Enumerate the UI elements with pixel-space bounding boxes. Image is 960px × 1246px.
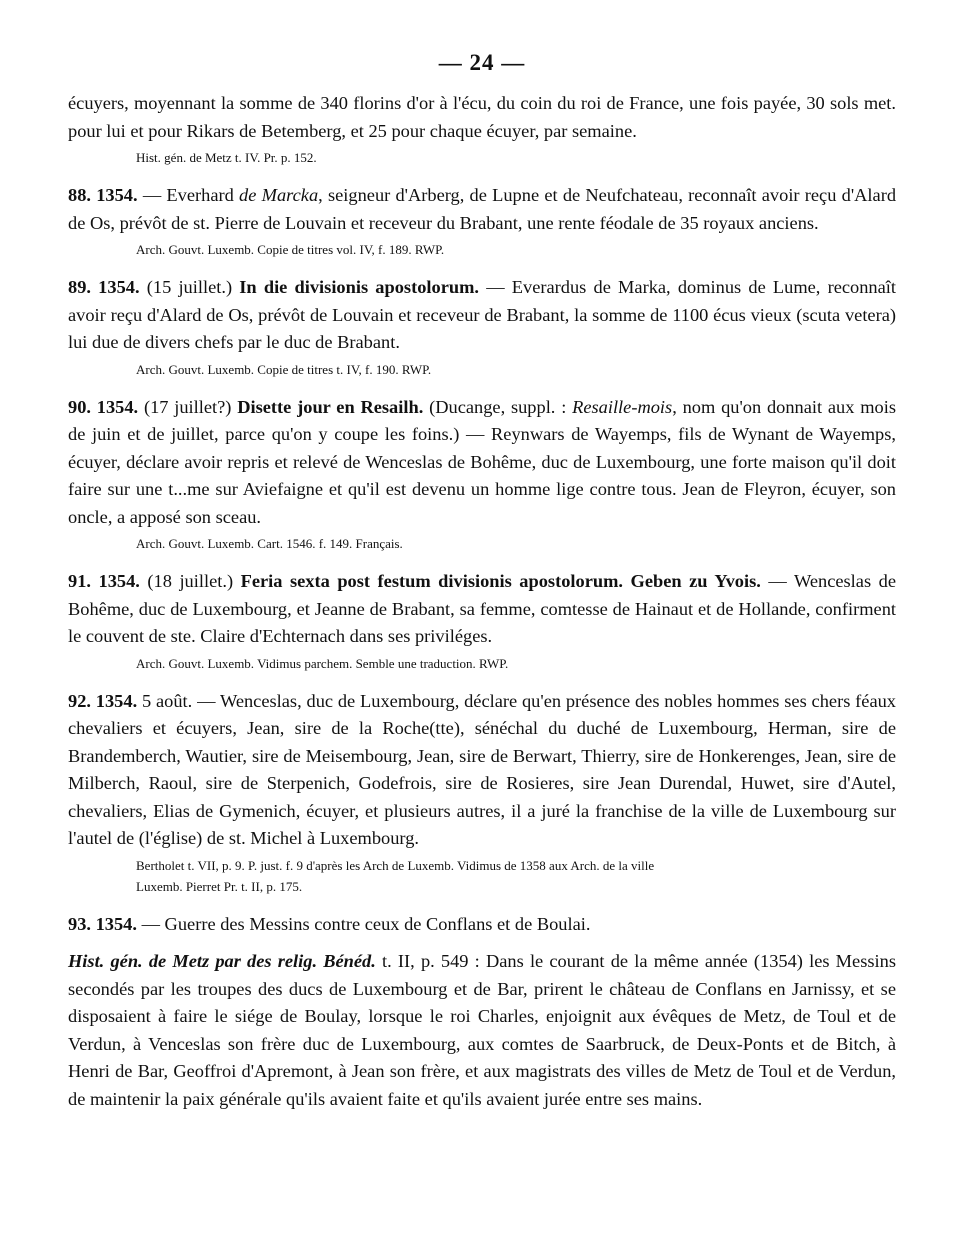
continued-text: écuyers, moyennant la somme de 340 florins d'or à l'écu, du coin du roi de France, une fois payée, 30 sols met. pour lui et pour Rikars de Betemberg, et 25 pour chaque écuyer, par semaine. — [68, 93, 896, 141]
source-91: Arch. Gouvt. Luxemb. Vidimus parchem. Semble une traduction. RWP. — [136, 655, 509, 671]
entry-number: 91. 1354. — [68, 571, 140, 591]
source-89: Arch. Gouvt. Luxemb. Copie de titres t. IV, f. 190. RWP. — [136, 361, 432, 377]
entry-number: 88. 1354. — [68, 185, 138, 205]
source-90: Arch. Gouvt. Luxemb. Cart. 1546. f. 149. Français. — [136, 536, 403, 551]
source-88: Arch. Gouvt. Luxemb. Copie de titres vol. IV, f. 189. RWP. — [136, 242, 445, 257]
entry-88: 88. 1354. — Everhard de Marcka, seigneur d'Arberg, de Lupne et de Neufchateau, reconnaît avoir reçu d'Alard de Os, prévôt de st. Pierre de Louvain et receveur du Brabant, une rente féodale de 35 royaux anciens. — [68, 185, 897, 233]
entry-91: 91. 1354. (18 juillet.) Feria sexta post festum divisionis apostolorum. Geben zu Yvois. — Wenceslas de Bohême, duc de Luxembourg, et Jeanne de Brabant, sa femme, comtesse de Hainaut et de Hollande, confirment le couvent de ste. Claire d'Echternach dans ses priviléges. — [68, 571, 896, 646]
document-page — [68, 50, 896, 1113]
source-92-line1: Bertholet t. VII, p. 9. P. just. f. 9 d'après les Arch de Luxemb. Vidimus de 1358 aux Arch. de la ville — [136, 857, 655, 873]
italic-name: de Marcka — [239, 185, 319, 205]
entry-89: 89. 1354. (15 juillet.) In die divisionis apostolorum. — Everardus de Marka, dominus de Lume, reconnaît avoir reçu d'Alard de Os, prévôt de Louvain et receveur de Brabant, la somme de 1100 écus vieux (scuta vetera) lui due de divers chefs par le duc de Brabant. — [68, 277, 897, 352]
entry-number: 89. 1354. — [68, 277, 140, 297]
entry-93: 93. 1354. — Guerre des Messins contre ceux de Conflans et de Boulai. — [68, 913, 591, 934]
entry-heading: In die divisionis apostolorum. — [239, 277, 480, 297]
entry-93-citation: Hist. gén. de Metz par des relig. Bénéd. t. II, p. 549 : Dans le courant de la même année (1354) les Messins secondés par les troupes des ducs de Luxembourg et de Bar, prirent le château de Conflans en Jarnissy, et se disposaient à faire le siége de Boulay, lorsque le roi Charles, enjoignit aux évêques de Metz, de Toul et de Verdun, à Venceslas son frère duc de Luxembourg, aux comtes de Saarbruck, de Deux-Ponts et de Bitch, à Henri de Bar, Geoffroi d'Apremont, à Jean son frère, et aux magistrats des villes de Metz de Toul et de Verdun, de maintenir la paix générale qu'ils avaient faite et qu'ils avaient jurée entre ses mains. — [68, 951, 896, 1109]
source-92-line2: Luxemb. Pierret Pr. t. II, p. 175. — [136, 878, 303, 894]
entry-heading: Disette jour en Resailh. — [237, 396, 424, 417]
italic-term: Resaille-mois — [572, 396, 673, 417]
entry-heading: Feria sexta post festum divisionis apostolorum. Geben zu Yvois. — [240, 571, 761, 591]
page-number: — 24 — — [438, 50, 526, 75]
entry-90: 90. 1354. (17 juillet?) Disette jour en Resailh. (Ducange, suppl. : Resaille-mois, nom qu'on donnait aux mois de juin et de juillet, parce qu'on y coupe les foins.) — Reynwars de Wayemps, fils de Wynant de Wayemps, écuyer, déclare avoir repris et relevé de Wenceslas de Bohême, duc de Luxembourg, une forte maison qu'il doit faire sur une t...me sur Aviefaigne et qu'il est devenu un homme lige contre tous. Jean de Fleyron, écuyer, son oncle, a apposé son sceau. — [68, 396, 896, 527]
source-cont: Hist. gén. de Metz t. IV. Pr. p. 152. — [136, 150, 317, 165]
entry-number: 93. 1354. — [68, 913, 137, 934]
entry-number: 92. 1354. — [68, 690, 138, 711]
italic-reference: Hist. gén. de Metz par des relig. Bénéd. — [68, 951, 376, 971]
entry-number: 90. 1354. — [68, 396, 139, 417]
entry-92: 92. 1354. 5 août. — Wenceslas, duc de Luxembourg, déclare qu'en présence des nobles hommes ses chers féaux chevaliers et écuyers, Jean, sire de la Roche(tte), sénéchal du duché de Luxembourg, Herman, sire de Brandemberch, Wautier, sire de Meisembourg, Jean, sire de Berwart, Thierry, sire de Honkerenges, Jean, sire de Milberch, Raoul, sire de Sterpenich, Godefrois, sire de Rosieres, sire Jean Durendal, Huwet, sire d'Autel, chevaliers, Elias de Gymenich, écuyer, et plusieurs autres, il a juré la franchise de la ville de Luxembourg sur l'autel de (l'église) de st. Michel à Luxembourg. — [68, 690, 896, 848]
